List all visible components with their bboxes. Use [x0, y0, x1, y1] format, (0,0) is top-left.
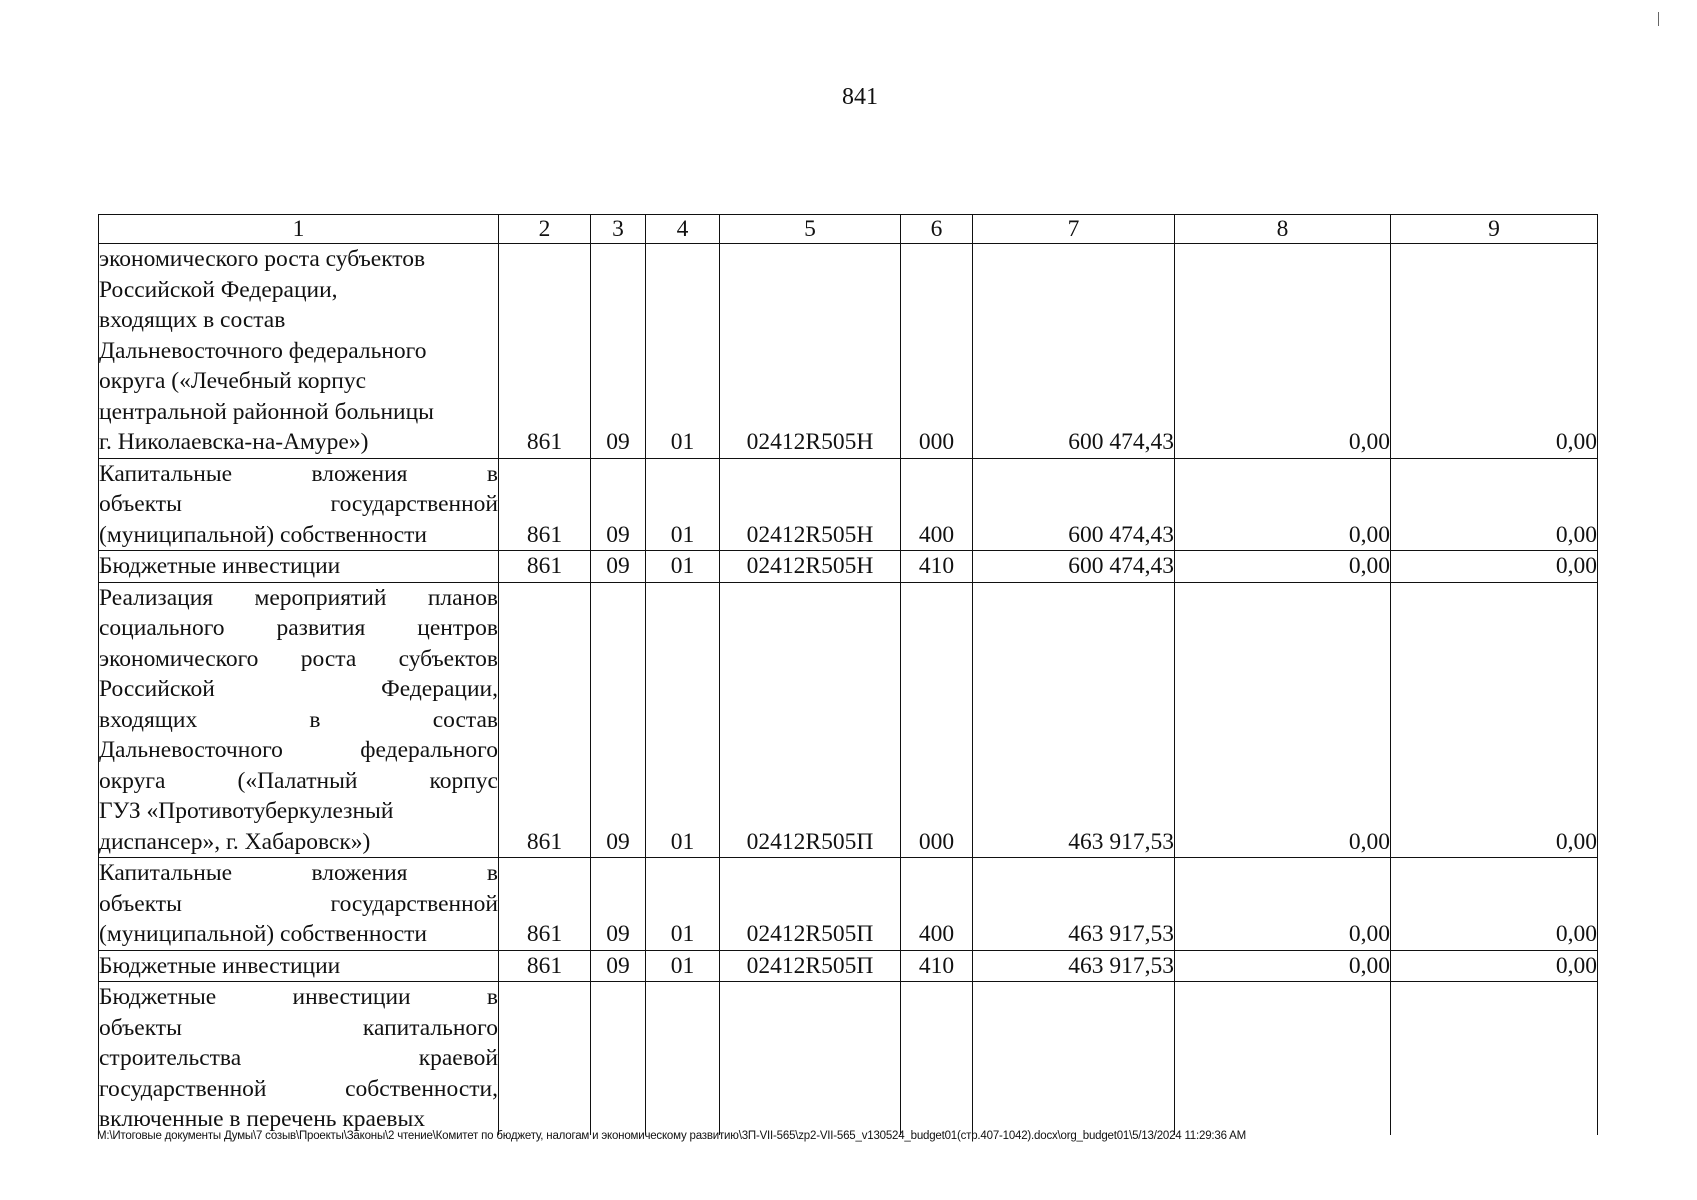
amount-col-8: 0,00: [1175, 858, 1391, 951]
row-description: Капитальные вложения в объекты государственной (муниципальной) собственности: [99, 858, 499, 951]
table-row: [99, 582, 1598, 858]
section-code: 09: [591, 582, 646, 858]
col-header-8: 8: [1175, 215, 1391, 244]
amount-col-9: 0,00: [1391, 244, 1598, 459]
expense-type-code: 000: [901, 582, 973, 858]
amount-col-8: 0,00: [1175, 458, 1391, 551]
amount-col-7: 463 917,53: [973, 858, 1175, 951]
col-header-4: 4: [646, 215, 720, 244]
file-path-footer: M:\Итоговые документы Думы\7 созыв\Проекты\Законы\2 чтение\Комитет по бюджету, налогам и экономическому развитию\3П-VII-565\zp2-VII-565_v130524_budget01(стр.407-1042).docx\org_budget01\5/13/2024 11:29:36 AM: [97, 1130, 1246, 1142]
amount-col-7: 463 917,53: [973, 582, 1175, 858]
col-header-9: 9: [1391, 215, 1598, 244]
amount-col-8: 0,00: [1175, 551, 1391, 583]
amount-col-8: 0,00: [1175, 244, 1391, 459]
row-description: Бюджетные инвестиции: [99, 551, 499, 583]
row-description: Бюджетные инвестиции: [99, 950, 499, 982]
amount-col-7: 463 917,53: [973, 950, 1175, 982]
col-header-6: 6: [901, 215, 973, 244]
amount-col-7: [973, 982, 1175, 1135]
target-article-code: [720, 982, 901, 1135]
col-header-5: 5: [720, 215, 901, 244]
row-description: Реализация мероприятий планов социального развития центров экономического роста субъектов Российской Федерации, входящих в состав Дальневосточного федерального округа («Палатный корпус ГУЗ «Противотуберкулезный диспансер», г. Хабаровск»): [99, 582, 499, 858]
table-row: [99, 858, 1598, 951]
target-article-code: 02412R505Н: [720, 458, 901, 551]
row-description: Бюджетные инвестиции в объекты капитального строительства краевой государственной собственности, включенные в перечень краевых: [99, 982, 499, 1135]
expense-type-code: 410: [901, 551, 973, 583]
table-row: [99, 458, 1598, 551]
header-row: [99, 215, 1598, 244]
subsection-code: 01: [646, 582, 720, 858]
subsection-code: 01: [646, 458, 720, 551]
amount-col-7: 600 474,43: [973, 551, 1175, 583]
col-header-2: 2: [499, 215, 591, 244]
col-header-3: 3: [591, 215, 646, 244]
section-code: 09: [591, 458, 646, 551]
expense-type-code: 400: [901, 458, 973, 551]
amount-col-9: 0,00: [1391, 582, 1598, 858]
target-article-code: 02412R505П: [720, 858, 901, 951]
table-row: [99, 551, 1598, 583]
amount-col-8: 0,00: [1175, 950, 1391, 982]
amount-col-8: 0,00: [1175, 582, 1391, 858]
subsection-code: 01: [646, 551, 720, 583]
amount-col-9: 0,00: [1391, 458, 1598, 551]
page-number: 841: [842, 84, 878, 110]
table-row: [99, 950, 1598, 982]
table-row: [99, 982, 1598, 1135]
subsection-code: 01: [646, 950, 720, 982]
amount-col-7: 600 474,43: [973, 458, 1175, 551]
amount-col-7: 600 474,43: [973, 244, 1175, 459]
ministry-code: 861: [499, 244, 591, 459]
row-description: экономического роста субъектов Российской Федерации, входящих в состав Дальневосточного федерального округа («Лечебный корпус центральной районной больницы г. Николаевска-на-Амуре»): [99, 244, 499, 459]
expense-type-code: 000: [901, 244, 973, 459]
target-article-code: 02412R505П: [720, 582, 901, 858]
target-article-code: 02412R505Н: [720, 244, 901, 459]
target-article-code: 02412R505П: [720, 950, 901, 982]
amount-col-9: [1391, 982, 1598, 1135]
ministry-code: 861: [499, 950, 591, 982]
expense-type-code: 410: [901, 950, 973, 982]
subsection-code: [646, 982, 720, 1135]
section-code: 09: [591, 244, 646, 459]
subsection-code: 01: [646, 244, 720, 459]
ministry-code: 861: [499, 458, 591, 551]
target-article-code: 02412R505Н: [720, 551, 901, 583]
expense-type-code: 400: [901, 858, 973, 951]
col-header-7: 7: [973, 215, 1175, 244]
ministry-code: [499, 982, 591, 1135]
amount-col-9: 0,00: [1391, 950, 1598, 982]
ministry-code: 861: [499, 551, 591, 583]
ministry-code: 861: [499, 582, 591, 858]
table-row: [99, 244, 1598, 459]
scan-edge-mark: [1658, 12, 1659, 26]
section-code: 09: [591, 950, 646, 982]
budget-table: [98, 214, 1598, 1135]
row-description: Капитальные вложения в объекты государственной (муниципальной) собственности: [99, 458, 499, 551]
expense-type-code: [901, 982, 973, 1135]
section-code: 09: [591, 551, 646, 583]
ministry-code: 861: [499, 858, 591, 951]
amount-col-8: [1175, 982, 1391, 1135]
subsection-code: 01: [646, 858, 720, 951]
amount-col-9: 0,00: [1391, 551, 1598, 583]
amount-col-9: 0,00: [1391, 858, 1598, 951]
section-code: [591, 982, 646, 1135]
col-header-1: 1: [99, 215, 499, 244]
section-code: 09: [591, 858, 646, 951]
